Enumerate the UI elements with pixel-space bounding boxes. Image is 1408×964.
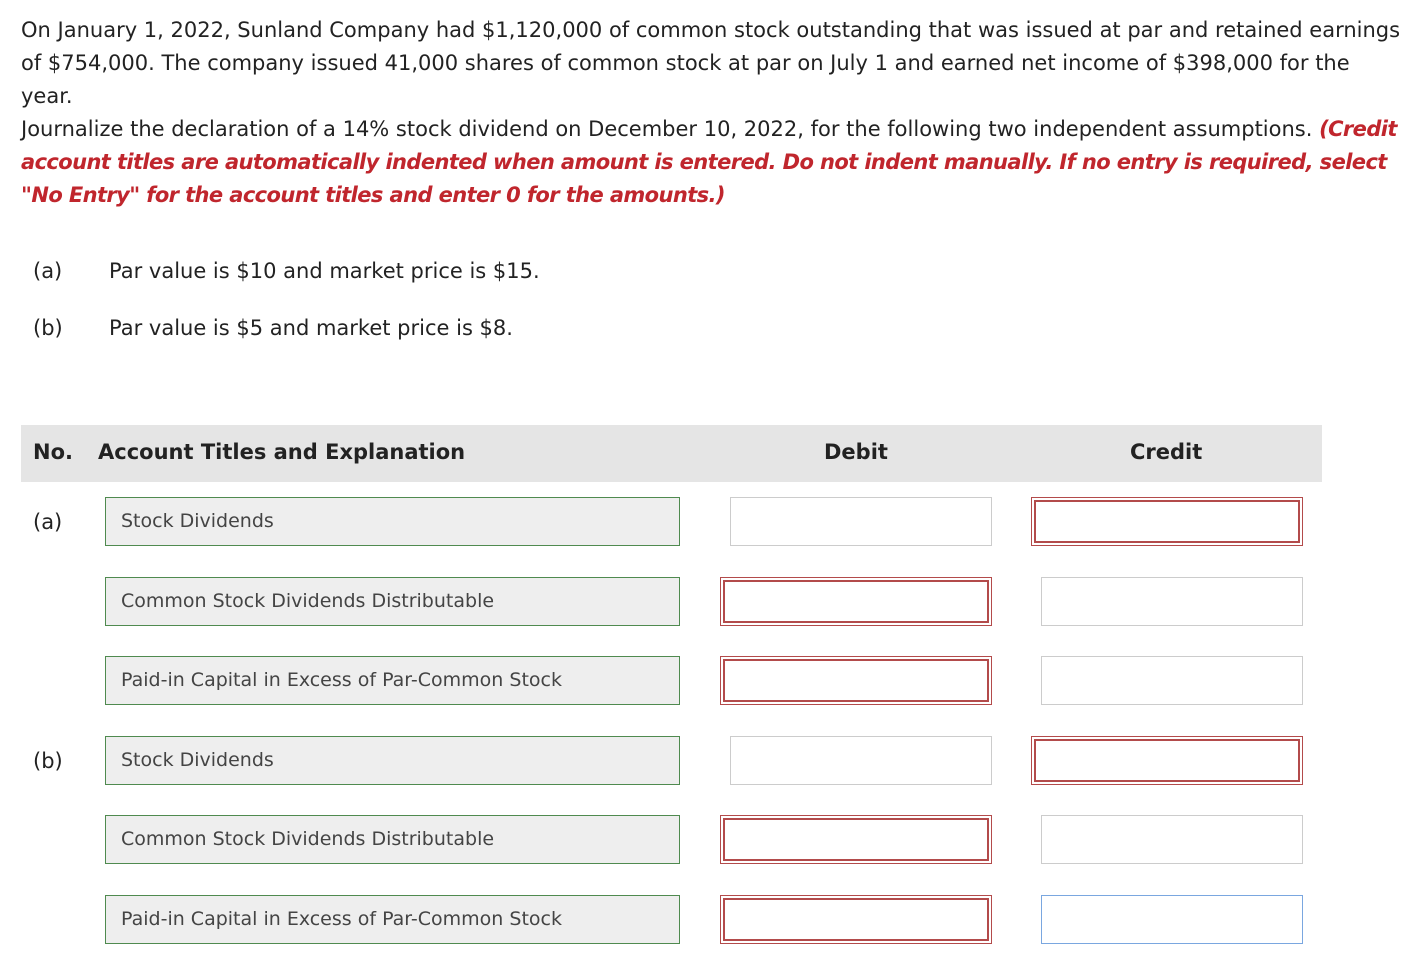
assumption-a [33, 259, 540, 283]
task-instructions: (Credit account titles are automatically indented when amount is entered. Do not indent manually. If no entry is required, select "No Entry" for the account titles and enter 0 for the amounts.) [21, 117, 1397, 207]
entry-label-a: (a) [33, 510, 63, 534]
debit-input[interactable] [720, 895, 992, 944]
account-select[interactable]: Stock Dividends [105, 497, 680, 546]
header-debit: Debit [824, 440, 888, 464]
debit-input[interactable] [730, 736, 992, 785]
account-select[interactable]: Common Stock Dividends Distributable [105, 815, 680, 864]
account-select[interactable]: Stock Dividends [105, 736, 680, 785]
header-no: No. [33, 440, 73, 464]
problem-paragraph: On January 1, 2022, Sunland Company had $1,120,000 of common stock outstanding that was issued at par and retained earnings of $754,000. The company issued 41,000 shares of common stock at par on July 1 and earned net income of $398,000 for the year. [21, 18, 1401, 108]
credit-input[interactable] [1041, 577, 1303, 626]
assumption-b [33, 316, 513, 340]
assumption-text: Par value is $5 and market price is $8. [109, 316, 513, 340]
assumption-label: (a) [33, 259, 63, 283]
account-select[interactable]: Common Stock Dividends Distributable [105, 577, 680, 626]
debit-input[interactable] [720, 577, 992, 626]
header-account-titles: Account Titles and Explanation [98, 440, 466, 464]
assumption-text: Par value is $10 and market price is $15. [109, 259, 540, 283]
task-statement [21, 113, 1401, 212]
credit-input[interactable] [1031, 736, 1303, 785]
credit-input[interactable] [1031, 497, 1303, 546]
account-select[interactable]: Paid-in Capital in Excess of Par-Common Stock [105, 895, 680, 944]
debit-input[interactable] [730, 497, 992, 546]
credit-input[interactable] [1041, 895, 1303, 944]
credit-input[interactable] [1041, 815, 1303, 864]
debit-input[interactable] [720, 815, 992, 864]
journal-table-header [21, 425, 1322, 482]
problem-statement [21, 14, 1401, 113]
task-text: Journalize the declaration of a 14% stock dividend on December 10, 2022, for the following two independent assumptions. [21, 117, 1313, 141]
debit-input[interactable] [720, 656, 992, 705]
account-select[interactable]: Paid-in Capital in Excess of Par-Common Stock [105, 656, 680, 705]
header-credit: Credit [1130, 440, 1203, 464]
assumption-label: (b) [33, 316, 63, 340]
entry-label-b: (b) [33, 749, 63, 773]
credit-input[interactable] [1041, 656, 1303, 705]
